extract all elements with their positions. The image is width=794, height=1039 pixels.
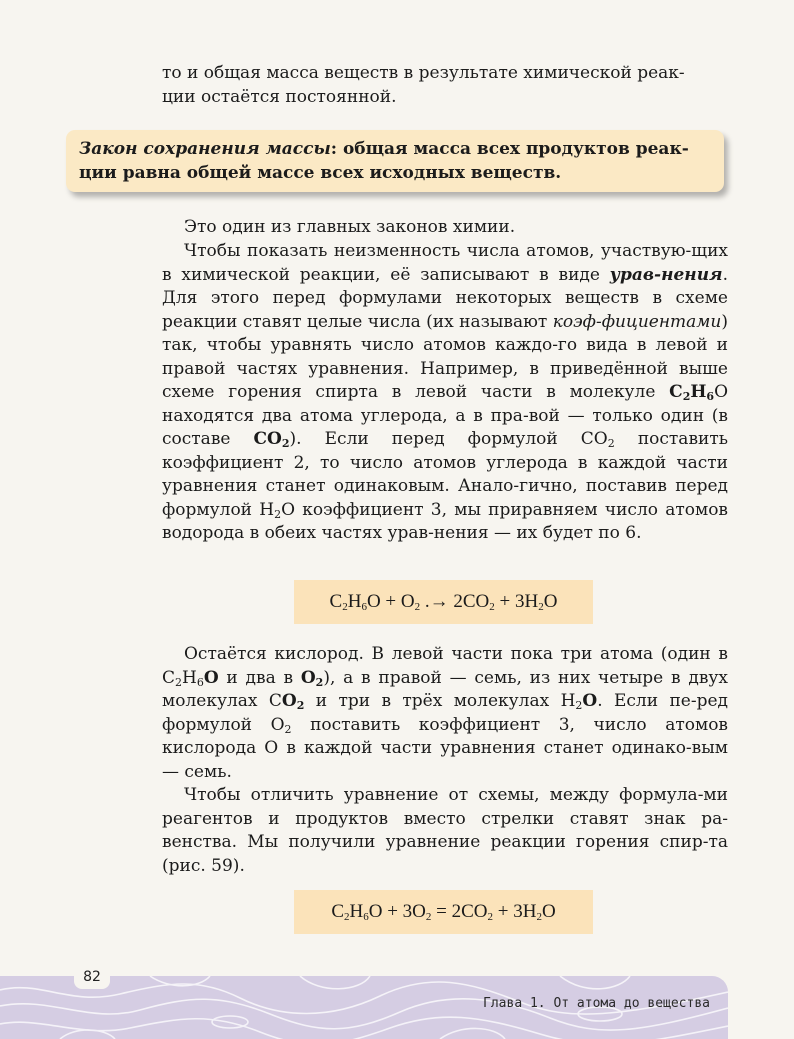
p2-text-c: ) так, чтобы уравнять число атомов каждо-го вида в левой и правой частях уравнения. Например, в приведённой выше схеме горения спирта в левой части в молекуле — [162, 311, 728, 402]
p3-text-c: ), а в правой — семь, из них четыре в двух молекулах — [162, 667, 728, 711]
formula-equation: $C_2H_6O + 3O_2 = 2CO_2 + 3H_2O$ — [331, 901, 556, 923]
p3-text-a: Остаётся кислород. В левой части пока три атома (один в — [184, 644, 728, 664]
formula-scheme: $C_2H_6O + O_2$ .→ $2CO_2 + 3H_2O$ — [329, 591, 558, 613]
intro-line-1: то и общая масса веществ в результате химической реак- — [162, 63, 685, 83]
p3-text-d: и три в трёх молекулах — [304, 691, 561, 711]
formula-scheme-box — [294, 580, 593, 624]
chapter-title: Глава 1. От атома до вещества — [483, 996, 710, 1011]
intro-line-2: ции остаётся постоянной. — [162, 86, 397, 107]
law-callout — [66, 130, 724, 192]
p2-text-b: . Для этого перед формулами некоторых веществ в схеме реакции ставят целые числа (их называют — [162, 264, 728, 332]
p4-text: Чтобы отличить уравнение от схемы, между формула-ми реагентов и продуктов вместо стрелки ставят знак ра-венства. Мы получили уравнение реакции горения спир-та (рис. 59). — [162, 785, 728, 876]
formula-h2o-inline: $H_2O$ — [560, 691, 598, 712]
formula-o2-bold: $O_2$ — [300, 667, 324, 689]
formula-ethanol-inline: $C_2H_6O$ — [162, 667, 219, 689]
p2-text-e: ). Если перед формулой — [289, 429, 581, 449]
term-equation: урав-нения — [609, 264, 723, 285]
formula-h2o: $H_2O$ — [259, 499, 295, 521]
law-text: : общая масса всех продуктов реак-ции равна общей массе всех исходных веществ. — [79, 139, 689, 183]
formula-co2: $CO_2$ — [253, 429, 290, 450]
p2-text-d: находятся два атома углерода, а в пра-вой — только один (в составе — [162, 405, 728, 449]
formula-equation-box — [294, 890, 593, 934]
term-coefficients: коэф-фициентами — [552, 311, 722, 332]
formula-ethanol: $C_2H_6$ — [669, 382, 715, 403]
law-term: Закон сохранения массы — [79, 139, 331, 159]
p2-text-a: Чтобы показать неизменность числа атомов, участвую-щих в химической реакции, её записывают в виде — [162, 241, 728, 285]
paragraph-equation-sign — [162, 784, 728, 878]
intro-paragraph — [162, 62, 728, 109]
formula-co2-plain: $CO_2$ — [580, 429, 615, 450]
paragraph-oxygen — [162, 643, 728, 784]
paragraph-main-law — [162, 216, 728, 240]
formula-o2: $O_2$ — [270, 714, 292, 736]
p2-text-g: коэффициент 3, мы приравняем число атомов водорода в обеих частях урав-нения — их будет по 6. — [162, 499, 728, 543]
formula-co2-inline: $CO_2$ — [268, 691, 305, 712]
footer-band — [0, 976, 728, 1039]
formula-ethanol-o: O — [714, 382, 728, 402]
p3-text-b: и два в — [218, 667, 301, 688]
p3-text-e: . Если пе-ред формулой — [162, 691, 728, 735]
page-number: 82 — [74, 965, 110, 989]
paragraph-equation-intro — [162, 240, 728, 546]
p3-text-f: поставить коэффициент 3, число атомов кислорода O в каждой части уравнения станет одинако-вым — семь. — [162, 714, 728, 782]
p2-text-f: поставить коэффициент 2, то число атомов углерода в каждой части уравнения станет одинаковым. Анало-гично, поставив перед формулой — [162, 429, 729, 520]
paragraph-main-law-text: Это один из главных законов химии. — [184, 217, 516, 237]
